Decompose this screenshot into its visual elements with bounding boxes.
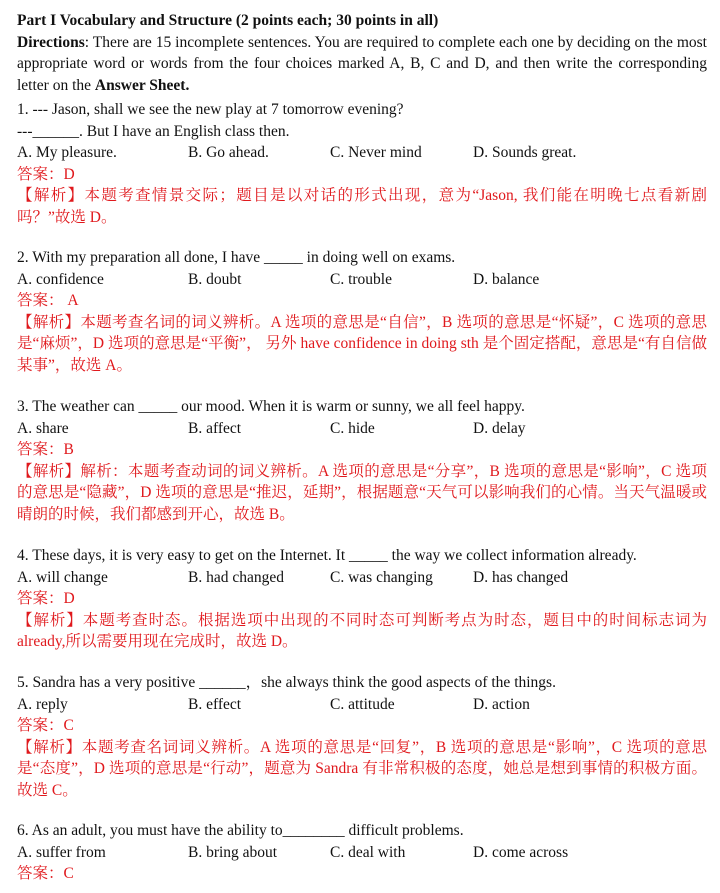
explanation: 【解析】本题考查名词的词义辨析。A 选项的意思是“自信”，B 选项的意思是“怀疑”，C 选项的意思是“麻烦”，D 选项的意思是“平衡”， 另外 have confidence in doing sth 是个固定搭配，意思是“有自信做某事”，故选 A。 [17, 313, 707, 374]
option-c: C. Never mind [330, 144, 422, 161]
explanation: 【解析】本题考查时态。根据选项中出现的不同时态可判断考点为时态，题目中的时间标志词为 already,所以需要用现在完成时，故选 D。 [17, 611, 707, 650]
answer: 答案：D [17, 590, 75, 607]
question-stem: 5. Sandra has a very positive ______，she always think the good aspects of the things. [17, 674, 556, 691]
directions [17, 32, 707, 97]
section-title: Part I Vocabulary and Structure (2 points each; 30 points in all) [17, 12, 439, 29]
answer: 答案：D [17, 165, 75, 183]
option-a: A. confidence [17, 270, 104, 288]
option-a: A. My pleasure. [17, 144, 117, 161]
options [17, 142, 707, 164]
option-d: D. Sounds great. [473, 144, 577, 161]
question-6 [17, 820, 707, 885]
question-stem-2: ---______. But I have an English class then. [17, 122, 290, 140]
answer: 答案：B [17, 441, 74, 458]
option-d: D. delay [473, 419, 526, 437]
directions-text: : There are 15 incomplete sentences. You are required to complete each one by deciding on the most appropriate word or words from the four choices marked A, B, C and D, and then write the corresponding letter on the [17, 33, 707, 94]
option-d: D. come across [473, 843, 569, 861]
answer: 答案：C [17, 717, 74, 734]
options [17, 694, 707, 716]
option-c: C. deal with [330, 843, 406, 861]
answer: 答案：C [17, 865, 74, 882]
section-header [17, 10, 707, 96]
directions-label: Directions [17, 33, 85, 51]
answer: 答案： A [17, 292, 79, 309]
option-a: A. reply [17, 695, 68, 713]
question-1 [17, 99, 707, 228]
options [17, 269, 707, 291]
option-c: C. was changing [330, 568, 433, 586]
options [17, 842, 707, 864]
question-2 [17, 247, 707, 376]
option-b: B. had changed [188, 568, 284, 586]
option-d: D. balance [473, 270, 540, 288]
question-stem: 2. With my preparation all done, I have _____ in doing well on exams. [17, 249, 456, 266]
question-5 [17, 672, 707, 801]
explanation: 【解析】本题考查情景交际；题目是以对话的形式出现，意为“Jason, 我们能在明晚七点看新剧吗？”故选 D。 [17, 187, 707, 226]
option-b: B. affect [188, 419, 242, 437]
options [17, 418, 707, 440]
question-stem: 6. As an adult, you must have the ability to________ difficult problems. [17, 822, 464, 839]
option-b: B. bring about [188, 843, 278, 861]
question-stem: 4. These days, it is very easy to get on the Internet. It _____ the way we collect information already. [17, 547, 637, 564]
explanation: 【解析】本题考查名词词义辨析。A 选项的意思是“回复”，B 选项的意思是“影响”，C 选项的意思是“态度”，D 选项的意思是“行动”，题意为 Sandra 有非常积极的态度，她总是想到事情的积极方面。故选 C。 [17, 738, 707, 799]
question-stem: 3. The weather can _____ our mood. When it is warm or sunny, we all feel happy. [17, 398, 525, 415]
answer-sheet-label: Answer Sheet. [94, 76, 190, 94]
option-a: A. suffer from [17, 843, 106, 861]
option-b: B. Go ahead. [188, 144, 269, 161]
option-d: D. action [473, 695, 530, 713]
option-a: A. share [17, 419, 69, 437]
question-4 [17, 545, 707, 653]
explanation: 【解析】解析：本题考查动词的词义辨析。A 选项的意思是“分享”，B 选项的意思是“影响”，C 选项的意思是“隐藏”，D 选项的意思是“推迟，延期”，根据题意“天气可以影响我们的心情。当天气温暖或晴朗的时候，我们都感到开心，故选 B。 [17, 462, 707, 523]
option-c: C. trouble [330, 270, 392, 288]
option-b: B. effect [188, 695, 242, 713]
question-3 [17, 396, 707, 525]
option-d: D. has changed [473, 568, 569, 586]
question-stem: 1. --- Jason, shall we see the new play at 7 tomorrow evening? [17, 101, 404, 118]
option-c: C. attitude [330, 695, 395, 713]
option-a: A. will change [17, 568, 108, 586]
option-b: B. doubt [188, 270, 242, 288]
option-c: C. hide [330, 419, 375, 437]
options [17, 567, 707, 589]
